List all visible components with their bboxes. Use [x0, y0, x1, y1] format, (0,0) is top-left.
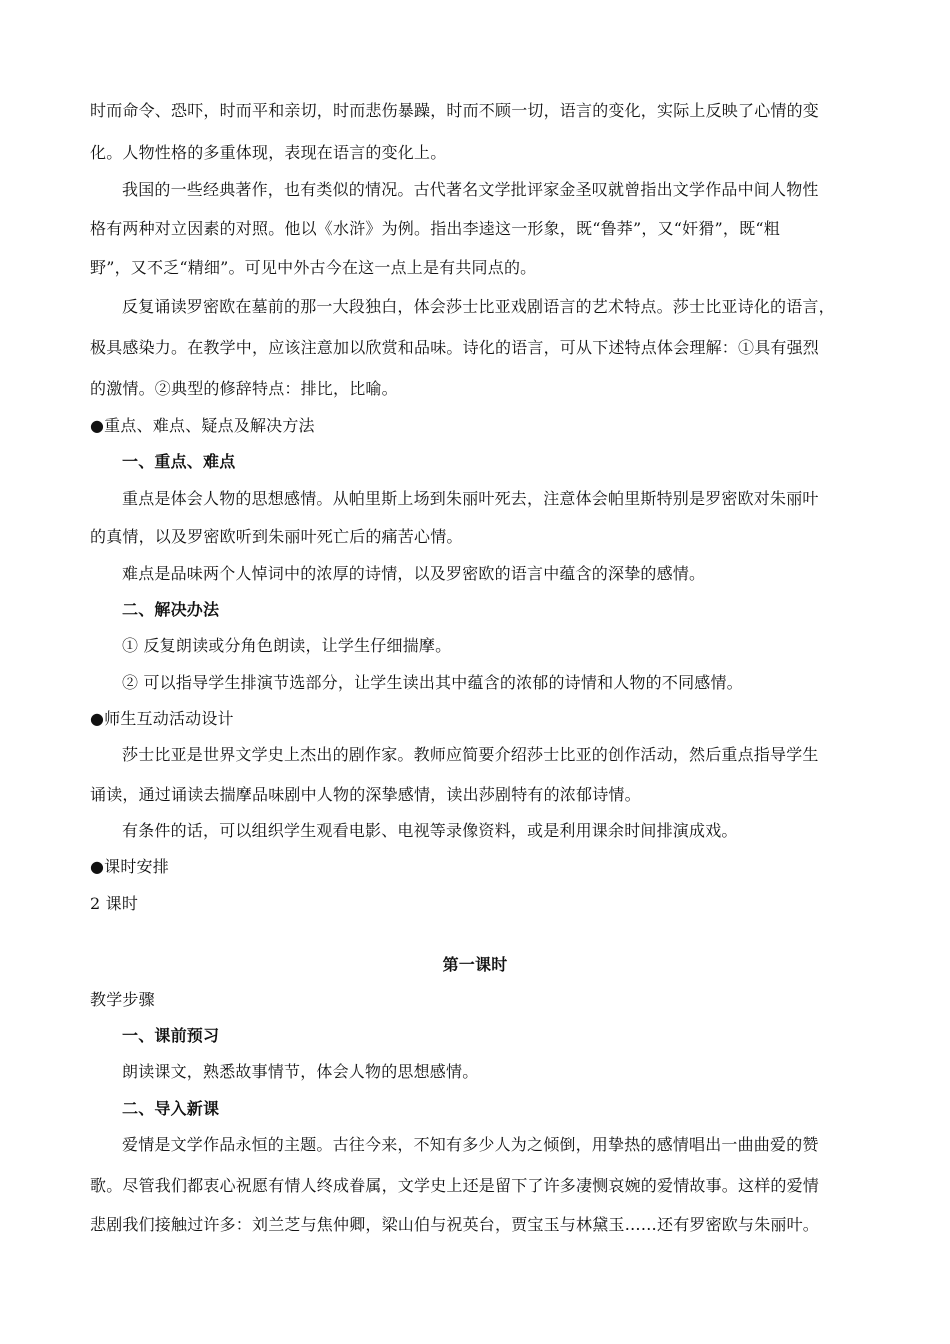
paragraph-line: 野”，又不乏“精细”。可见中外古今在这一点上是有共同点的。	[90, 258, 537, 277]
section-heading: ●师生互动活动设计	[90, 709, 234, 728]
paragraph-line: 诵读，通过诵读去揣摩品味剧中人物的深挚感情，读出莎剧特有的浓郁诗情。	[90, 785, 641, 804]
lesson-title: 第一课时	[442, 955, 508, 974]
paragraph-line: 歌。尽管我们都衷心祝愿有情人终成眷属，文学史上还是留下了许多凄恻哀婉的爱情故事。这样的爱情	[90, 1176, 820, 1195]
paragraph-line: 时而命令、恐吓，时而平和亲切，时而悲伤暴躁，时而不顾一切，语言的变化，实际上反映了心情的变	[90, 101, 820, 120]
paragraph-line: 的真情，以及罗密欧听到朱丽叶死亡后的痛苦心情。	[90, 527, 463, 546]
paragraph-line: 的激情。②典型的修辞特点：排比，比喻。	[90, 379, 398, 398]
paragraph-line: 化。人物性格的多重体现，表现在语言的变化上。	[90, 143, 447, 162]
list-item: ① 反复朗读或分角色朗读，让学生仔细揣摩。	[122, 636, 452, 655]
subsection-heading: 一、课前预习	[122, 1026, 220, 1045]
paragraph-line: 朗读课文，熟悉故事情节，体会人物的思想感情。	[122, 1062, 479, 1081]
subsection-heading: 二、解决办法	[122, 600, 220, 619]
paragraph-line: 重点是体会人物的思想感情。从帕里斯上场到朱丽叶死去，注意体会帕里斯特别是罗密欧对朱丽叶	[122, 489, 819, 508]
section-heading: ●重点、难点、疑点及解决方法	[90, 416, 315, 435]
paragraph-line: 有条件的话，可以组织学生观看电影、电视等录像资料，或是利用课余时间排演成戏。	[122, 821, 738, 840]
paragraph-line: 格有两种对立因素的对照。他以《水浒》为例。指出李逵这一形象，既“鲁莽”，又“奸猾”，既“粗	[90, 219, 780, 238]
paragraph-line: 2 课时	[90, 894, 139, 913]
list-item: ② 可以指导学生排演节选部分，让学生读出其中蕴含的浓郁的诗情和人物的不同感情。	[122, 673, 743, 692]
paragraph-line: 反复诵读罗密欧在墓前的那一大段独白，体会莎士比亚戏剧语言的艺术特点。莎士比亚诗化的语言，	[122, 297, 835, 316]
paragraph-line: 莎士比亚是世界文学史上杰出的剧作家。教师应简要介绍莎士比亚的创作活动，然后重点指导学生	[122, 745, 819, 764]
section-heading: ●课时安排	[90, 857, 169, 876]
paragraph-line: 极具感染力。在教学中，应该注意加以欣赏和品味。诗化的语言，可从下述特点体会理解：①具有强烈	[90, 338, 820, 357]
paragraph-line: 我国的一些经典著作，也有类似的情况。古代著名文学批评家金圣叹就曾指出文学作品中间人物性	[122, 180, 819, 199]
paragraph-line: 爱情是文学作品永恒的主题。古往今来，不知有多少人为之倾倒，用挚热的感情唱出一曲曲爱的赞	[122, 1135, 819, 1154]
subsection-heading: 二、导入新课	[122, 1099, 220, 1118]
paragraph-line: 悲剧我们接触过许多：刘兰芝与焦仲卿，梁山伯与祝英台，贾宝玉与林黛玉……还有罗密欧与朱丽叶。	[90, 1215, 820, 1234]
section-label: 教学步骤	[90, 990, 155, 1009]
paragraph-line: 难点是品味两个人悼词中的浓厚的诗情，以及罗密欧的语言中蕴含的深挚的感情。	[122, 564, 706, 583]
subsection-heading: 一、重点、难点	[122, 452, 236, 471]
